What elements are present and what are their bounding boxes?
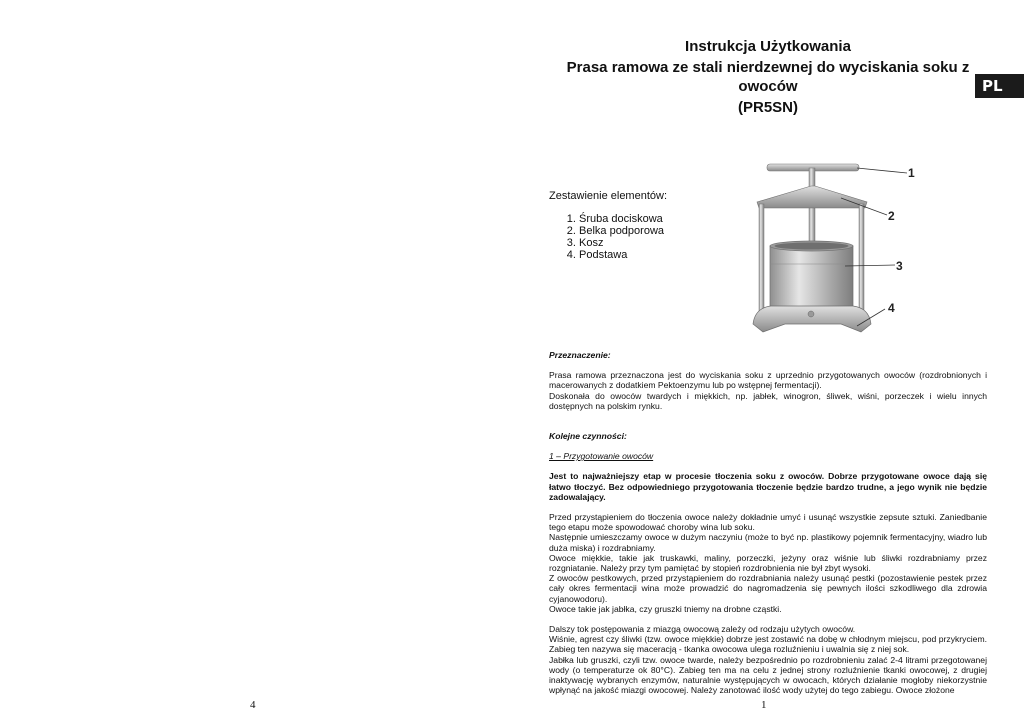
callout-label-4: 4 xyxy=(888,301,895,315)
title-line-2: Prasa ramowa ze stali nierdzewnej do wyciskania soku z owoców xyxy=(566,59,970,95)
step-paragraph: Z owoców pestkowych, przed przystąpieniem do rozdrabniania należy usunąć pestki (pozostawienie pestek przez cały okres fermentacji wina może prowadzić do nagromadzenia się pewnych ilości szkodliwego dla zdrowia cyjanowodoru). xyxy=(549,573,987,604)
step-1-title: 1 – Przygotowanie owoców xyxy=(549,451,654,462)
callout-label-1: 1 xyxy=(908,166,915,180)
language-badge: PL xyxy=(975,74,1024,98)
purpose-heading: Przeznaczenie: xyxy=(549,350,611,360)
document-title xyxy=(548,37,988,117)
step-1-intro: Jest to najważniejszy etap w procesie tłoczenia soku z owoców. Dobrze przygotowane owoce dają się łatwo tłoczyć. Bez odpowiedniego przygotowania tłoczenie będzie bardzo trudne, a jego wynik nie będzie zadowalający. xyxy=(549,471,987,502)
steps-heading: Kolejne czynności: xyxy=(549,431,627,442)
component-item: 1. Śruba dociskowa xyxy=(579,213,667,225)
components-list-section xyxy=(549,190,667,261)
step-paragraph: Owoce miękkie, takie jak truskawki, maliny, porzeczki, jeżyny oraz wiśnie lub śliwki rozdrabniamy przez rozgniatanie. Należy przy tym pamiętać by stopień rozdrobnienia nie był zbyt wysoki. xyxy=(549,552,987,574)
step-paragraph: Następnie umieszczamy owoce w dużym naczyniu (może to być np. plastikowy pojemnik fermentacyjny, wiadro lub duża miska) i rozdrabniamy. xyxy=(549,532,987,553)
callout-line-1 xyxy=(857,168,907,173)
title-model: (PR5SN) xyxy=(737,99,798,116)
step-paragraph: Jabłka lub gruszki, czyli tzw. owoce twarde, należy bezpośrednio po rozdrobnieniu zalać 2-4 litrami przegotowanej wody (o temperaturze ok 80°C). Zabieg ten ma na celu z jednej strony rozluźnienie tkanki owocowej, z drugiej inaktywację wybranych enzymów, naturalnie występujących w owocach, których działanie mogłoby niekorzystnie wpłynąć na jakość miazgi owocowej. Należy zanotować ilość wody użytej do tego zabiegu. Owoce złożone xyxy=(549,654,987,696)
callout-label-2: 2 xyxy=(888,209,895,223)
component-item: 3. Kosz xyxy=(579,237,667,249)
instruction-content xyxy=(549,350,987,695)
components-heading: Zestawienie elementów: xyxy=(549,190,668,202)
frame-post-left xyxy=(759,204,764,316)
title-line-1: Instrukcja Użytkowania xyxy=(685,38,851,55)
step-paragraph: Dalszy tok postępowania z miazgą owocową zależy od rodzaju użytych owoców. xyxy=(549,624,856,635)
fruit-press-illustration xyxy=(745,158,930,336)
frame-post-right xyxy=(859,204,864,316)
purpose-paragraph: Doskonała do owoców twardych i miękkich, np. jabłek, winogron, śliwek, wiśni, porzeczek i wielu innych dostępnych na polskim rynku. xyxy=(549,390,987,411)
page-number-left: 4 xyxy=(250,699,256,711)
page-number-right: 1 xyxy=(761,699,767,711)
step-paragraph: Owoce takie jak jabłka, czy gruszki tniemy na drobne cząstki. xyxy=(549,603,782,614)
spout xyxy=(808,311,814,317)
press-base xyxy=(753,306,871,332)
step-paragraph: Przed przystąpieniem do tłoczenia owoce należy dokładnie umyć i usunąć wszystkie zepsute sztuki. Zaniedbanie tego etapu może spowodować choroby wina lub soku. xyxy=(549,512,987,533)
callout-label-3: 3 xyxy=(896,259,903,273)
components-list xyxy=(549,213,667,261)
purpose-paragraph: Prasa ramowa przeznaczona jest do wyciskania soku z uprzednio przygotowanych owoców (rozdrobnionych i macerowanych z dodatkiem Pektoenzymu lub po wstępnej fermentacji). xyxy=(549,370,987,391)
support-beam xyxy=(757,186,867,208)
basket xyxy=(770,246,853,311)
step-paragraph: Wiśnie, agrest czy śliwki (tzw. owoce miękkie) dobrze jest zostawić na dobę w chłodnym miejscu, pod przykryciem. Zabieg ten nazywa się maceracją - tkanka owocowa ulega rozluźnieniu i uwalnia się z niej sok. xyxy=(549,634,987,655)
component-item: 2. Belka podporowa xyxy=(579,225,667,237)
component-item: 4. Podstawa xyxy=(579,249,667,261)
